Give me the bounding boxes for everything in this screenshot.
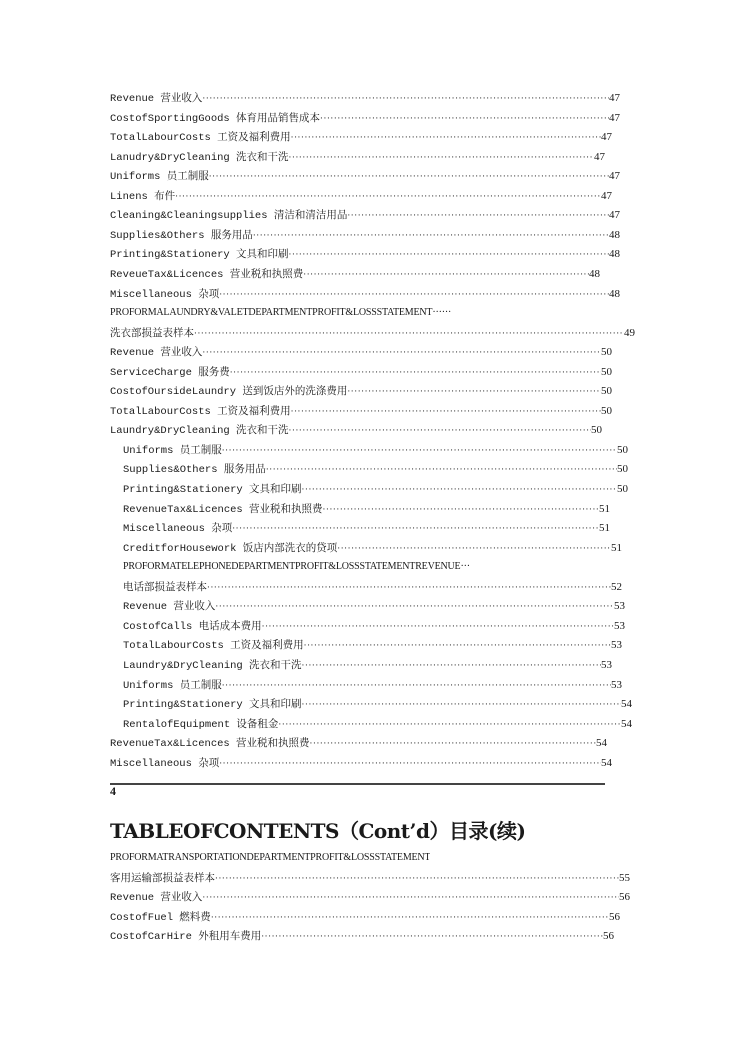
toc-entry-title: Uniforms 员工制服: [123, 679, 222, 692]
toc-entry-page-number: 56: [609, 910, 620, 923]
dot-leader: [202, 889, 619, 906]
toc-entry[interactable]: [110, 89, 620, 107]
toc-entry-title: 客用运输部损益表样本: [110, 872, 215, 885]
toc-entry-page-number: 50: [617, 443, 628, 456]
toc-entry-title: ReveueTax&Licences 营业税和执照费: [110, 268, 304, 281]
toc-entry-title: Uniforms 员工制服: [123, 444, 222, 457]
dot-leader: [219, 286, 609, 303]
toc-entry[interactable]: [110, 265, 600, 283]
toc-entry-title: RevenueTax&Licences 营业税和执照费: [110, 738, 310, 751]
toc-entry-page-number: 52: [611, 580, 622, 593]
dot-leader: [347, 207, 609, 224]
toc-entry[interactable]: [110, 324, 635, 342]
dot-leader: [291, 403, 601, 420]
toc-entry-page-number: 50: [617, 483, 628, 495]
toc-entry[interactable]: [110, 869, 630, 887]
toc-entry[interactable]: [110, 734, 607, 752]
dot-leader: [303, 266, 589, 283]
toc-entry-title: 洗衣部损益表样本: [110, 327, 194, 340]
dot-leader: [219, 755, 601, 772]
toc-entry-page-number: 53: [611, 639, 622, 652]
toc-entry[interactable]: [123, 441, 628, 459]
page-number: 4: [110, 784, 116, 798]
toc-entry[interactable]: [110, 421, 602, 439]
toc-entry-title: TotalLabourCosts 工资及福利费用: [110, 405, 291, 418]
toc-entry-title: Miscellaneous 杂项: [110, 757, 220, 770]
toc-entry-title: ServiceCharge 服务费: [110, 366, 230, 379]
dot-leader: [207, 579, 611, 596]
toc-entry[interactable]: [110, 128, 612, 146]
dot-leader: [289, 422, 591, 439]
toc-entry-page-number: 48: [609, 287, 620, 300]
dot-leader: [222, 677, 611, 694]
toc-entry[interactable]: [110, 908, 620, 926]
toc-entry-page-number: 47: [609, 92, 620, 104]
toc-entry-page-number: 53: [601, 658, 612, 671]
toc-entry-title: PROFORMATELEPHONEDEPARTMENTPROFIT&LOSSSTATEMENTREVENUE···: [123, 561, 470, 573]
toc-entry-page-number: 49: [624, 326, 635, 339]
toc-entry[interactable]: [110, 109, 620, 127]
toc-entry-page-number: 48: [589, 267, 600, 280]
toc-entry-page-number: 53: [614, 619, 625, 632]
toc-entry-title: Cleaning&Cleaningsupplies 清洁和清洁用品: [110, 210, 348, 223]
toc-entry-title: Miscellaneous 杂项: [110, 288, 220, 301]
dot-leader: [347, 383, 601, 400]
dot-leader: [323, 501, 599, 518]
dot-leader: [262, 618, 614, 635]
toc-entry-page-number: 54: [621, 698, 632, 711]
toc-entry[interactable]: [123, 617, 625, 635]
toc-entry-page-number: 50: [601, 385, 612, 398]
toc-entry-page-number: 55: [619, 871, 630, 884]
toc-entry-title: Printing&Stationery 文具和印刷: [123, 484, 302, 496]
toc-entry-title: Uniforms 员工制服: [110, 171, 209, 184]
toc-entry-page-number: 50: [601, 365, 612, 378]
toc-entry-title: 电话部损益表样本: [123, 581, 207, 594]
toc-entry[interactable]: [110, 754, 612, 772]
toc-entry-page-number: 56: [603, 930, 614, 943]
toc-entry-title: TotalLabourCosts 工资及福利费用: [123, 640, 304, 653]
dot-leader: [194, 325, 624, 342]
dot-leader: [310, 735, 596, 752]
toc-entry[interactable]: [110, 206, 620, 224]
toc-entry-page-number: 53: [614, 600, 625, 613]
toc-entry[interactable]: [110, 363, 612, 381]
dot-leader: [202, 344, 601, 361]
dot-leader: [211, 909, 609, 926]
toc-entry[interactable]: [110, 382, 612, 400]
dot-leader: [215, 598, 614, 615]
toc-entry[interactable]: [123, 695, 632, 713]
dot-leader: [232, 520, 599, 537]
dot-leader: [202, 90, 609, 107]
toc-entry[interactable]: [123, 539, 622, 557]
toc-entry[interactable]: [123, 636, 622, 654]
toc-entry-page-number: 56: [619, 891, 630, 904]
toc-entry-title: RevenueTax&Licences 营业税和执照费: [123, 503, 323, 516]
toc-entry-title: Supplies&Others 服务用品: [123, 464, 266, 477]
toc-entry-page-number: 47: [609, 111, 620, 124]
toc-entry-page-number: 47: [609, 170, 620, 183]
toc-entry-title: Printing&Stationery 文具和印刷: [123, 699, 302, 712]
toc-entry[interactable]: [110, 148, 605, 166]
toc-entry-page-number: 48: [609, 228, 620, 241]
toc-entry[interactable]: [110, 927, 614, 945]
toc-entry[interactable]: [123, 656, 612, 674]
toc-entry-page-number: 50: [617, 463, 628, 476]
toc-entry[interactable]: [110, 343, 612, 361]
toc-entry[interactable]: [123, 519, 610, 537]
dot-leader: [320, 110, 609, 127]
toc-entry-title: Revenue 营业收入: [110, 347, 203, 360]
toc-entry-page-number: 47: [609, 209, 620, 222]
toc-entry-title: Lanudry&DryCleaning 洗衣和干洗: [110, 151, 289, 164]
toc-entry[interactable]: [110, 304, 451, 322]
toc-entry-title: Revenue 营业收入: [123, 601, 216, 614]
toc-entry[interactable]: [110, 187, 612, 205]
dot-leader: [253, 227, 609, 244]
toc-entry-title: Revenue 营业收入: [110, 93, 203, 105]
toc-entry-title: PROFORMATRANSPORTATIONDEPARTMENTPROFIT&LOSSSTATEMENT: [110, 852, 431, 863]
toc-entry[interactable]: [110, 888, 630, 906]
dot-leader: [209, 168, 609, 185]
dot-leader: [261, 928, 603, 945]
toc-entry-title: Printing&Stationery 文具和印刷: [110, 249, 289, 262]
toc-entry-title: CreditforHousework 饭店内部洗衣的贷项: [123, 542, 338, 555]
toc-entry-page-number: 54: [621, 717, 632, 730]
dot-leader: [337, 540, 611, 557]
toc-entry-page-number: 51: [599, 502, 610, 515]
dot-leader: [302, 657, 601, 674]
toc-entry-page-number: 47: [594, 150, 605, 163]
toc-entry-title: PROFORMALAUNDRY&VALETDEPARTMENTPROFIT&LOSSSTATEMENT······: [110, 307, 452, 319]
toc-entry[interactable]: [110, 402, 612, 420]
toc-entry[interactable]: [123, 578, 622, 596]
dot-leader: [291, 129, 601, 146]
toc-entry[interactable]: [123, 500, 610, 518]
toc-entry[interactable]: [123, 597, 625, 615]
toc-entry[interactable]: [110, 245, 620, 263]
toc-entry-page-number: 50: [601, 346, 612, 359]
toc-entry-title: TotalLabourCosts 工资及福利费用: [110, 132, 291, 145]
toc-entry[interactable]: [110, 285, 620, 303]
dot-leader: [230, 364, 601, 381]
toc-entry-title: CostofOursideLaundry 送到饭店外的洗涤费用: [110, 386, 348, 399]
dot-leader: [302, 696, 621, 713]
toc-entry-title: CostofCalls 电话成本费用: [123, 620, 262, 633]
toc-entry-title: Miscellaneous 杂项: [123, 523, 233, 536]
toc-entry-page-number: 47: [601, 131, 612, 144]
toc-entry-title: CostofSportingGoods 体育用品销售成本: [110, 112, 321, 125]
page-divider-rule: [110, 783, 605, 785]
toc-entry[interactable]: [110, 849, 430, 867]
toc-entry[interactable]: [123, 480, 628, 498]
toc-entry[interactable]: [110, 167, 620, 185]
toc-entry-page-number: 53: [611, 678, 622, 691]
toc-entry-page-number: 50: [591, 424, 602, 437]
dot-leader: [304, 637, 611, 654]
toc-entry-page-number: 50: [601, 404, 612, 417]
toc-entry[interactable]: [123, 460, 628, 478]
toc-entry-page-number: 51: [599, 522, 610, 535]
dot-leader: [289, 246, 609, 263]
toc-entry[interactable]: [110, 226, 620, 244]
toc-entry-page-number: 54: [601, 756, 612, 769]
dot-leader: [278, 716, 621, 733]
toc-entry-title: RentalofEquipment 设备租金: [123, 718, 279, 731]
dot-leader: [175, 188, 601, 205]
toc-entry-page-number: 47: [601, 189, 612, 202]
toc-entry-page-number: 51: [611, 541, 622, 554]
dot-leader: [302, 481, 617, 498]
dot-leader: [215, 870, 619, 887]
dot-leader: [222, 442, 617, 459]
toc-entry-title: CostofFuel 燃料费: [110, 911, 211, 924]
toc-entry[interactable]: [123, 676, 622, 694]
toc-entry-title: Laundry&DryCleaning 洗衣和干洗: [110, 425, 289, 438]
toc-entry-title: Supplies&Others 服务用品: [110, 229, 253, 242]
toc-entry[interactable]: [123, 715, 632, 733]
dot-leader: [266, 461, 617, 478]
toc-entry-title: Linens 布件: [110, 190, 176, 203]
toc-heading: TABLEOFCONTENTS（Cont’d）目录(续): [110, 819, 526, 843]
toc-entry-title: Revenue 营业收入: [110, 892, 203, 905]
toc-entry-title: CostofCarHire 外租用车费用: [110, 931, 262, 944]
dot-leader: [289, 149, 594, 166]
toc-entry-page-number: 48: [609, 248, 620, 261]
toc-entry-title: Laundry&DryCleaning 洗衣和干洗: [123, 659, 302, 672]
toc-entry-page-number: 54: [596, 737, 607, 750]
toc-entry[interactable]: [123, 558, 470, 576]
